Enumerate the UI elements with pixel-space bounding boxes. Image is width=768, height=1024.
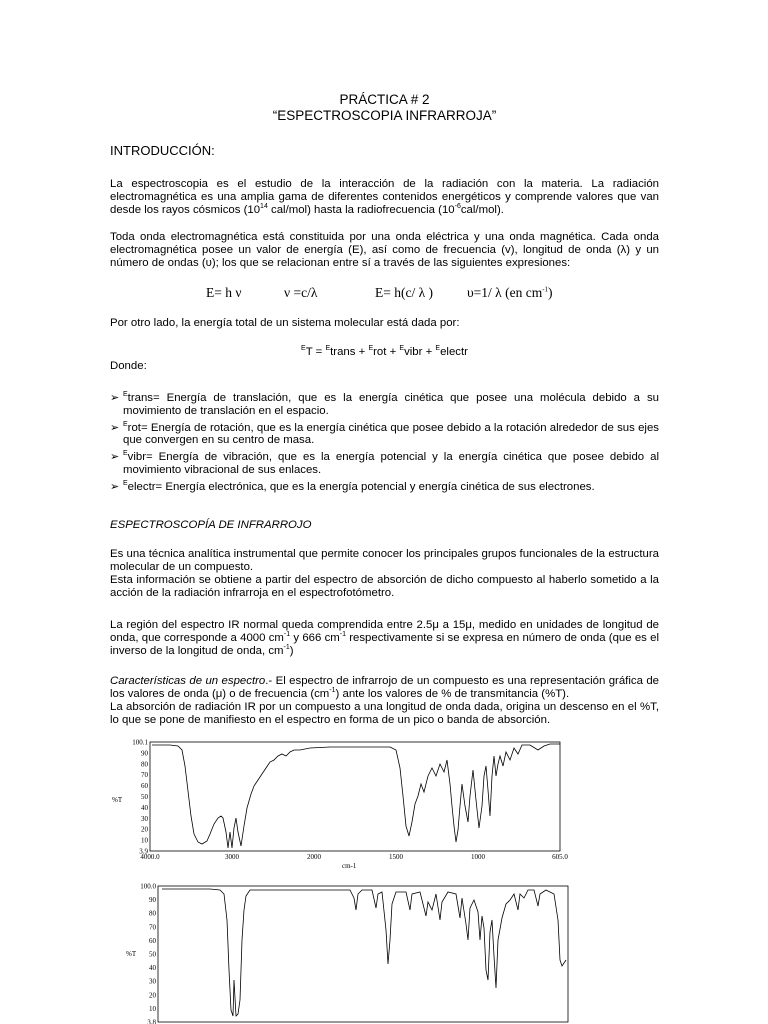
document-page — [110, 92, 659, 726]
intro-heading: INTRODUCCIÓN: — [110, 143, 215, 158]
spectrum-1-y-label: %T — [112, 796, 123, 804]
s2y-tick-label: 60 — [149, 936, 156, 945]
s1x-tick-label: 3000 — [225, 853, 239, 861]
s2y-tick-label: 3.8 — [147, 1018, 156, 1024]
arrow-bullet-icon: ➢ — [110, 392, 120, 404]
s1y-tick-label: 10 — [141, 836, 148, 845]
s2y-tick-label: 20 — [149, 991, 156, 1000]
s2y-tick-label: 90 — [149, 896, 156, 905]
spectrum-2-frame — [158, 886, 568, 1022]
ir-spectrum-1 — [110, 736, 580, 872]
intro-paragraph-1: La espectroscopia es el estudio de la interacción de la radiación con la materia. La radiación electromagnética es una amplia gama de diferentes contenidos energéticos y comprende valores que van desde los rayos cósmicos ($10^{14}$ cal/mol) hasta la radiofrecuencia $(10^{-6}cal/mol)$. — [110, 178, 659, 216]
s2y-tick-label: 40 — [149, 964, 156, 973]
list-item: ➢ $^E$rot= Energía de rotación, que es la energía cinética que posee debido a la rotación alrededor de sus ejes que convergen en su centro de masa. — [110, 420, 659, 447]
s1y-tick-label: 50 — [141, 793, 148, 801]
s1x-tick-label: 2000 — [307, 853, 321, 861]
practice-number: PRÁCTICA # 2 — [339, 92, 430, 107]
list-item: ➢ $^E$electr= Energía electrónica, que es la energía potencial y energía cinética de sus electrones. — [110, 479, 595, 493]
wave-equations — [110, 287, 659, 303]
ir-spectrum-2 — [110, 880, 580, 1024]
ir-paragraph-1: Es una técnica analítica instrumental que permite conocer los principales grupos funcionales de la estructura molecular de un compuesto. — [110, 548, 659, 573]
spectrum-2-y-label: %T — [126, 950, 137, 958]
s1y-tick-label: 60 — [141, 782, 148, 791]
s1y-tick-label: 40 — [141, 803, 148, 812]
practice-topic: “ESPECTROSCOPIA INFRARROJA” — [272, 108, 497, 123]
s1y-tick-label: 80 — [141, 760, 148, 769]
s1y-tick-label: 90 — [141, 749, 148, 758]
spectrum-1-trace — [152, 744, 560, 848]
s1x-tick-label: 1500 — [389, 853, 403, 861]
ir-paragraph-3: La región del espectro IR normal queda comprendida entre 2.5μ a 15μ, medido en unidades de longitud de onda, que corresponde a 4000 $cm^{-1}$ y 666 $cm^{-1}$ respectivamente si se expresa en número de onda (que es el inverso de la longitud de onda, $cm^{-1}$) — [110, 619, 659, 657]
equation-wavenumber: υ=1/ λ (en $cm^{-1}$) — [467, 285, 553, 300]
s2y-tick-label: 50 — [149, 950, 156, 959]
ir-paragraph-5: La absorción de radiación IR por un compuesto a una longitud de onda dada, origina un descenso en el %T, lo que se pone de manifiesto en el espectro en forma de un pico o banda de absorción. — [110, 701, 659, 726]
energy-intro: Por otro lado, la energía total de un sistema molecular está dada por: — [110, 317, 460, 329]
ir-paragraph-2: Esta información se obtiene a partir del espectro de absorción de dicho compuesto al haberlo sometido a la acción de la radiación infrarroja en el espectrofotómetro. — [110, 574, 659, 599]
equation-energy-wavelength: E= h(c/ λ ) — [375, 285, 434, 300]
list-item: ➢ $^E$trans= Energía de translación, que es la energía cinética que posee una molécula debido a su movimiento de translación en el espacio. — [110, 391, 659, 417]
arrow-bullet-icon: ➢ — [110, 421, 120, 434]
intro-paragraph-2: Toda onda electromagnética está constituida por una onda eléctrica y una onda magnética. Cada onda electromagnética posee un valor de energía (E), así como de frecuencia (v), longitud de onda (λ) y un número de ondas (υ); los que se relacionan entre sí a través de las siguientes expresiones: — [110, 231, 659, 269]
s1y-tick-label: 20 — [141, 825, 148, 834]
s2y-tick-label: 100.0 — [140, 882, 156, 891]
spectrum-1-x-ticks — [140, 853, 568, 861]
spectrum-1-y-ticks — [132, 739, 148, 856]
s2y-tick-label: 70 — [149, 923, 156, 932]
spectrum-2-y-ticks — [140, 883, 156, 1024]
spectrum-1-x-label: cm-1 — [342, 862, 357, 870]
s2y-tick-label: 30 — [149, 977, 156, 986]
equation-energy: E= h ν — [206, 285, 242, 300]
ir-heading: ESPECTROSCOPÍA DE INFRARROJO — [110, 519, 312, 531]
s2y-tick-label: 10 — [149, 1004, 156, 1013]
page-title — [110, 92, 659, 124]
donde-label: Donde: — [110, 360, 147, 372]
arrow-bullet-icon: ➢ — [110, 451, 120, 464]
energy-terms-list — [110, 392, 659, 498]
arrow-bullet-icon: ➢ — [110, 480, 120, 493]
s1y-tick-label: 3.9 — [139, 847, 148, 856]
ir-paragraph-4: Características de un espectro.- El espectro de infrarrojo de un compuesto es una representación gráfica de los valores de onda (μ) o de frecuencia $(cm^{-1})$ ante los valores de % de transmitancia (%T). — [110, 675, 659, 700]
s2y-tick-label: 80 — [149, 909, 156, 918]
list-item: ➢ $^E$vibr= Energía de vibración, que es la energía potencial y la energía cinética que posee debido al movimiento vibracional de sus enlaces. — [110, 450, 659, 476]
spectrum-1-frame — [150, 742, 560, 851]
spectrum-2-trace — [162, 889, 566, 1016]
s1y-tick-label: 30 — [141, 814, 148, 823]
s1y-tick-label: 70 — [141, 771, 148, 780]
s1x-tick-label: 605.0 — [552, 853, 568, 861]
equation-frequency: ν =c/λ — [284, 285, 318, 300]
s1y-tick-label: 100.1 — [132, 738, 148, 747]
total-energy-formula: $^E$T = $^E$trans + $^E$rot + $^E$vibr + $^E$electr — [301, 345, 468, 358]
s1x-tick-label: 4000.0 — [140, 853, 160, 861]
s1x-tick-label: 1000 — [471, 853, 485, 861]
